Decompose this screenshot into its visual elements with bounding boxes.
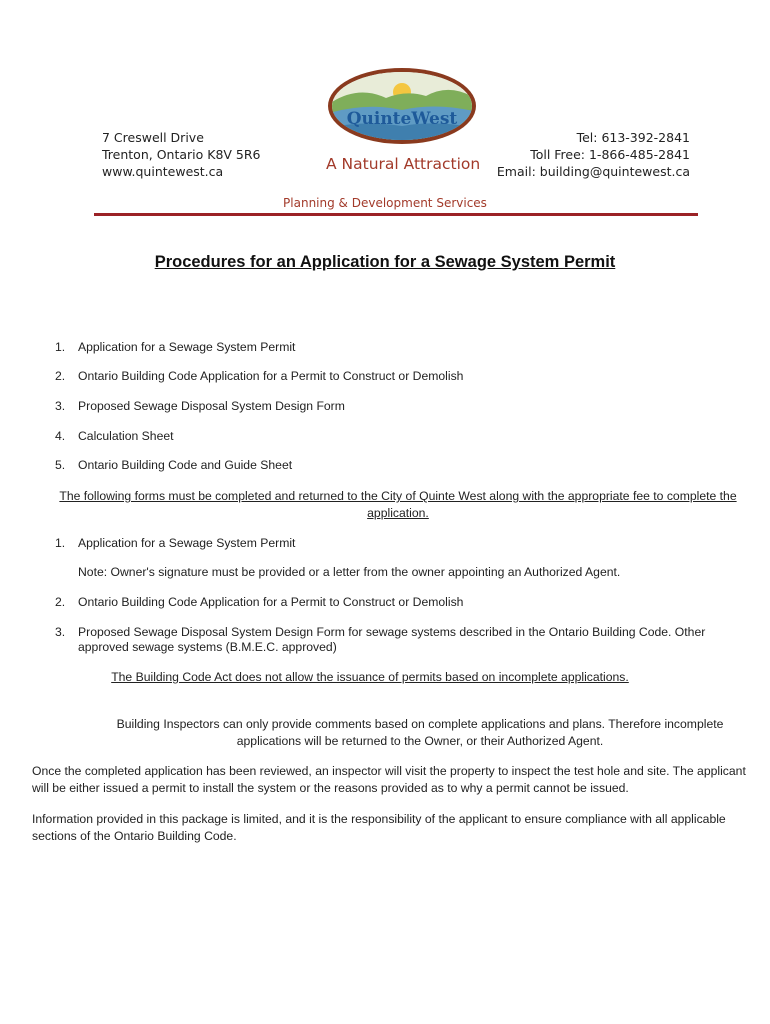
department-name: Planning & Development Services [283, 196, 487, 210]
list-note [55, 565, 620, 579]
list-item [55, 595, 463, 609]
notice-text [0, 670, 755, 684]
address-street: 7 Creswell Drive [102, 130, 204, 145]
disclaimer-paragraph: Information provided in this package is limited, and it is the responsibility of the applicant to ensure compliance with all applicable sections of the Ontario Building Code. [32, 812, 726, 843]
list-number: 1. [55, 340, 66, 354]
list-item [55, 625, 735, 655]
inspectors-note: Building Inspectors can only provide comments based on complete applications and plans. Therefore incomplete applications will be returned to the Owner, or their Authorized Agent. [116, 717, 724, 748]
list-number: 2. [55, 595, 66, 609]
list-number: 1. [55, 536, 66, 550]
quinte-west-logo [326, 66, 478, 146]
contact-email[interactable]: Email: building@quintewest.ca [496, 164, 690, 179]
review-paragraph: Once the completed application has been reviewed, an inspector will visit the property to inspect the test hole and site. The applicant will be either issued a permit to install the system or the reasons provided as to why a permit cannot be issued. [32, 764, 746, 795]
notice-line: The Building Code Act does not allow the issuance of permits based on incomplete applications. [111, 670, 629, 684]
list-item [55, 536, 295, 550]
address-website[interactable]: www.quintewest.ca [102, 164, 224, 179]
list-number: 3. [55, 399, 66, 413]
instruction-text [40, 488, 756, 522]
address-block [102, 129, 261, 180]
list-text: Application for a Sewage System Permit [78, 536, 296, 550]
list-text: Ontario Building Code Application for a Permit to Construct or Demolish [78, 595, 464, 609]
logo-wordmark: QuinteWest [346, 109, 458, 129]
list-text: Ontario Building Code Application for a Permit to Construct or Demolish [78, 369, 464, 383]
list-text: Proposed Sewage Disposal System Design Form for sewage systems described in the Ontario Building Code. Other approved sewage systems (B.M.E.C. approved) [78, 625, 706, 654]
contact-block [497, 129, 690, 180]
page-title: Procedures for an Application for a Sewage System Permit [154, 253, 616, 271]
list-item [55, 429, 174, 443]
list-text: Calculation Sheet [78, 429, 174, 443]
list-text: Proposed Sewage Disposal System Design Form [78, 399, 345, 413]
list-item [55, 458, 292, 472]
list-text: Application for a Sewage System Permit [78, 340, 296, 354]
list-number: 3. [55, 625, 66, 639]
address-city: Trenton, Ontario K8V 5R6 [102, 147, 261, 162]
header-divider [94, 213, 698, 216]
instruction-line: The following forms must be completed and returned to the City of Quinte West along with the appropriate fee to complete the application. [59, 489, 737, 520]
list-item [55, 340, 295, 354]
list-number: 5. [55, 458, 66, 472]
list-item [55, 399, 345, 413]
list-item [55, 369, 463, 383]
list-number: 4. [55, 429, 66, 443]
note-text: Note: Owner's signature must be provided or a letter from the owner appointing an Authorized Agent. [78, 565, 621, 579]
contact-phone: Tel: 613-392-2841 [576, 130, 690, 145]
list-text: Ontario Building Code and Guide Sheet [78, 458, 293, 472]
list-number: 2. [55, 369, 66, 383]
contact-toll-free: Toll Free: 1-866-485-2841 [530, 147, 690, 162]
tagline: A Natural Attraction [326, 155, 481, 173]
